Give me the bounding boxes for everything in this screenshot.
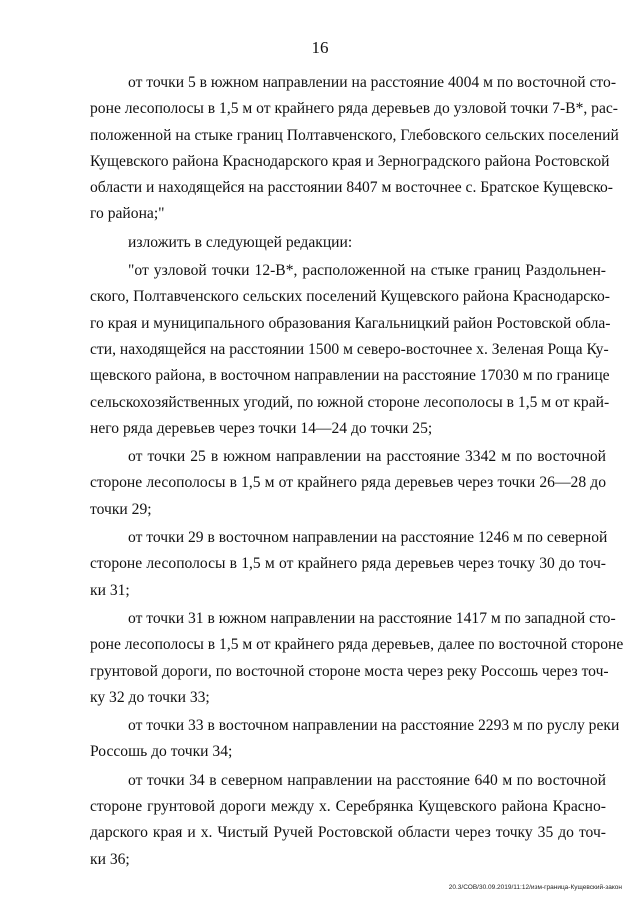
text-line: от точки 33 в восточном направлении на расстояние 2293 м по руслу реки [128, 717, 620, 735]
text-line: грунтовой дороги, по восточной стороне моста через реку Россошь через точ- [90, 662, 609, 680]
paragraph [90, 525, 606, 604]
text-line: "от узловой точки 12-В*, расположенной на стыке границ Раздольнен- [128, 262, 606, 280]
text-line: роне лесополосы в 1,5 м от крайнего ряда деревьев до узловой точки 7-В*, рас- [90, 100, 618, 118]
text-line: ки 36; [90, 850, 130, 868]
paragraph [90, 444, 606, 523]
paragraph [90, 606, 624, 711]
text-line: стороне лесополосы в 1,5 м от крайнего ряда деревьев через точки 26—28 до [90, 474, 606, 492]
text-line: Кущевского района Краснодарского края и Зерноградского района Ростовской [90, 152, 610, 170]
paragraph [90, 70, 619, 228]
text-line: го края и муниципального образования Кагальницкий район Ростовской обла- [90, 314, 611, 332]
paragraph [90, 258, 611, 442]
text-line: области и находящейся на расстоянии 8407 м восточнее с. Братское Кущевско- [90, 179, 613, 197]
text-line: от точки 34 в северном направлении на расстояние 640 м по восточной [128, 771, 606, 789]
text-line: дарского края и х. Чистый Ручей Ростовской области через точку 35 до точ- [90, 824, 606, 842]
text-line: изложить в следующей редакции: [128, 233, 353, 251]
paragraph [90, 768, 606, 873]
text-line: него ряда деревьев через точки 14—24 до точки 25; [90, 419, 433, 437]
text-line: от точки 5 в южном направлении на расстояние 4004 м по восточной сто- [128, 74, 617, 91]
text-line: от точки 29 в восточном направлении на расстояние 1246 м по северной [128, 529, 608, 547]
document-footer-code: 20.3/СОВ/30.09.2019/11:12/изм-граница-Кущевский-закон [448, 884, 622, 891]
text-line: точки 29; [90, 500, 152, 518]
text-line: от точки 25 в южном направлении на расстояние 3342 м по восточной [128, 448, 606, 466]
text-line: щевского района, в восточном направлении на расстояние 17030 м по границе [90, 367, 610, 385]
text-line: роне лесополосы в 1,5 м от крайнего ряда деревьев, далее по восточной стороне [90, 636, 624, 654]
text-line: положенной на стыке границ Полтавченского, Глебовского сельских поселений [90, 126, 619, 144]
text-line: ского, Полтавченского сельских поселений Кущевского района Краснодарско- [90, 288, 610, 306]
text-line: стороне лесополосы в 1,5 м от крайнего ряда деревьев через точку 30 до точ- [90, 555, 606, 573]
page-number: 16 [311, 38, 329, 57]
text-line: сти, находящейся на расстоянии 1500 м северо-восточнее х. Зеленая Роща Ку- [90, 340, 609, 358]
text-line: ку 32 до точки 33; [90, 688, 210, 706]
text-line: Россошь до точки 34; [90, 743, 233, 761]
text-line: стороне грунтовой дороги между х. Серебрянка Кущевского района Красно- [90, 798, 606, 816]
text-line: сельскохозяйственных угодий, по южной стороне лесополосы в 1,5 м от край- [90, 393, 610, 411]
paragraph [90, 230, 606, 256]
paragraph [90, 713, 620, 766]
text-line: от точки 31 в южном направлении на расстояние 1417 м по западной сто- [128, 609, 616, 627]
text-line: ки 31; [90, 581, 130, 599]
document-body [90, 70, 624, 873]
text-line: го района;" [90, 205, 165, 223]
